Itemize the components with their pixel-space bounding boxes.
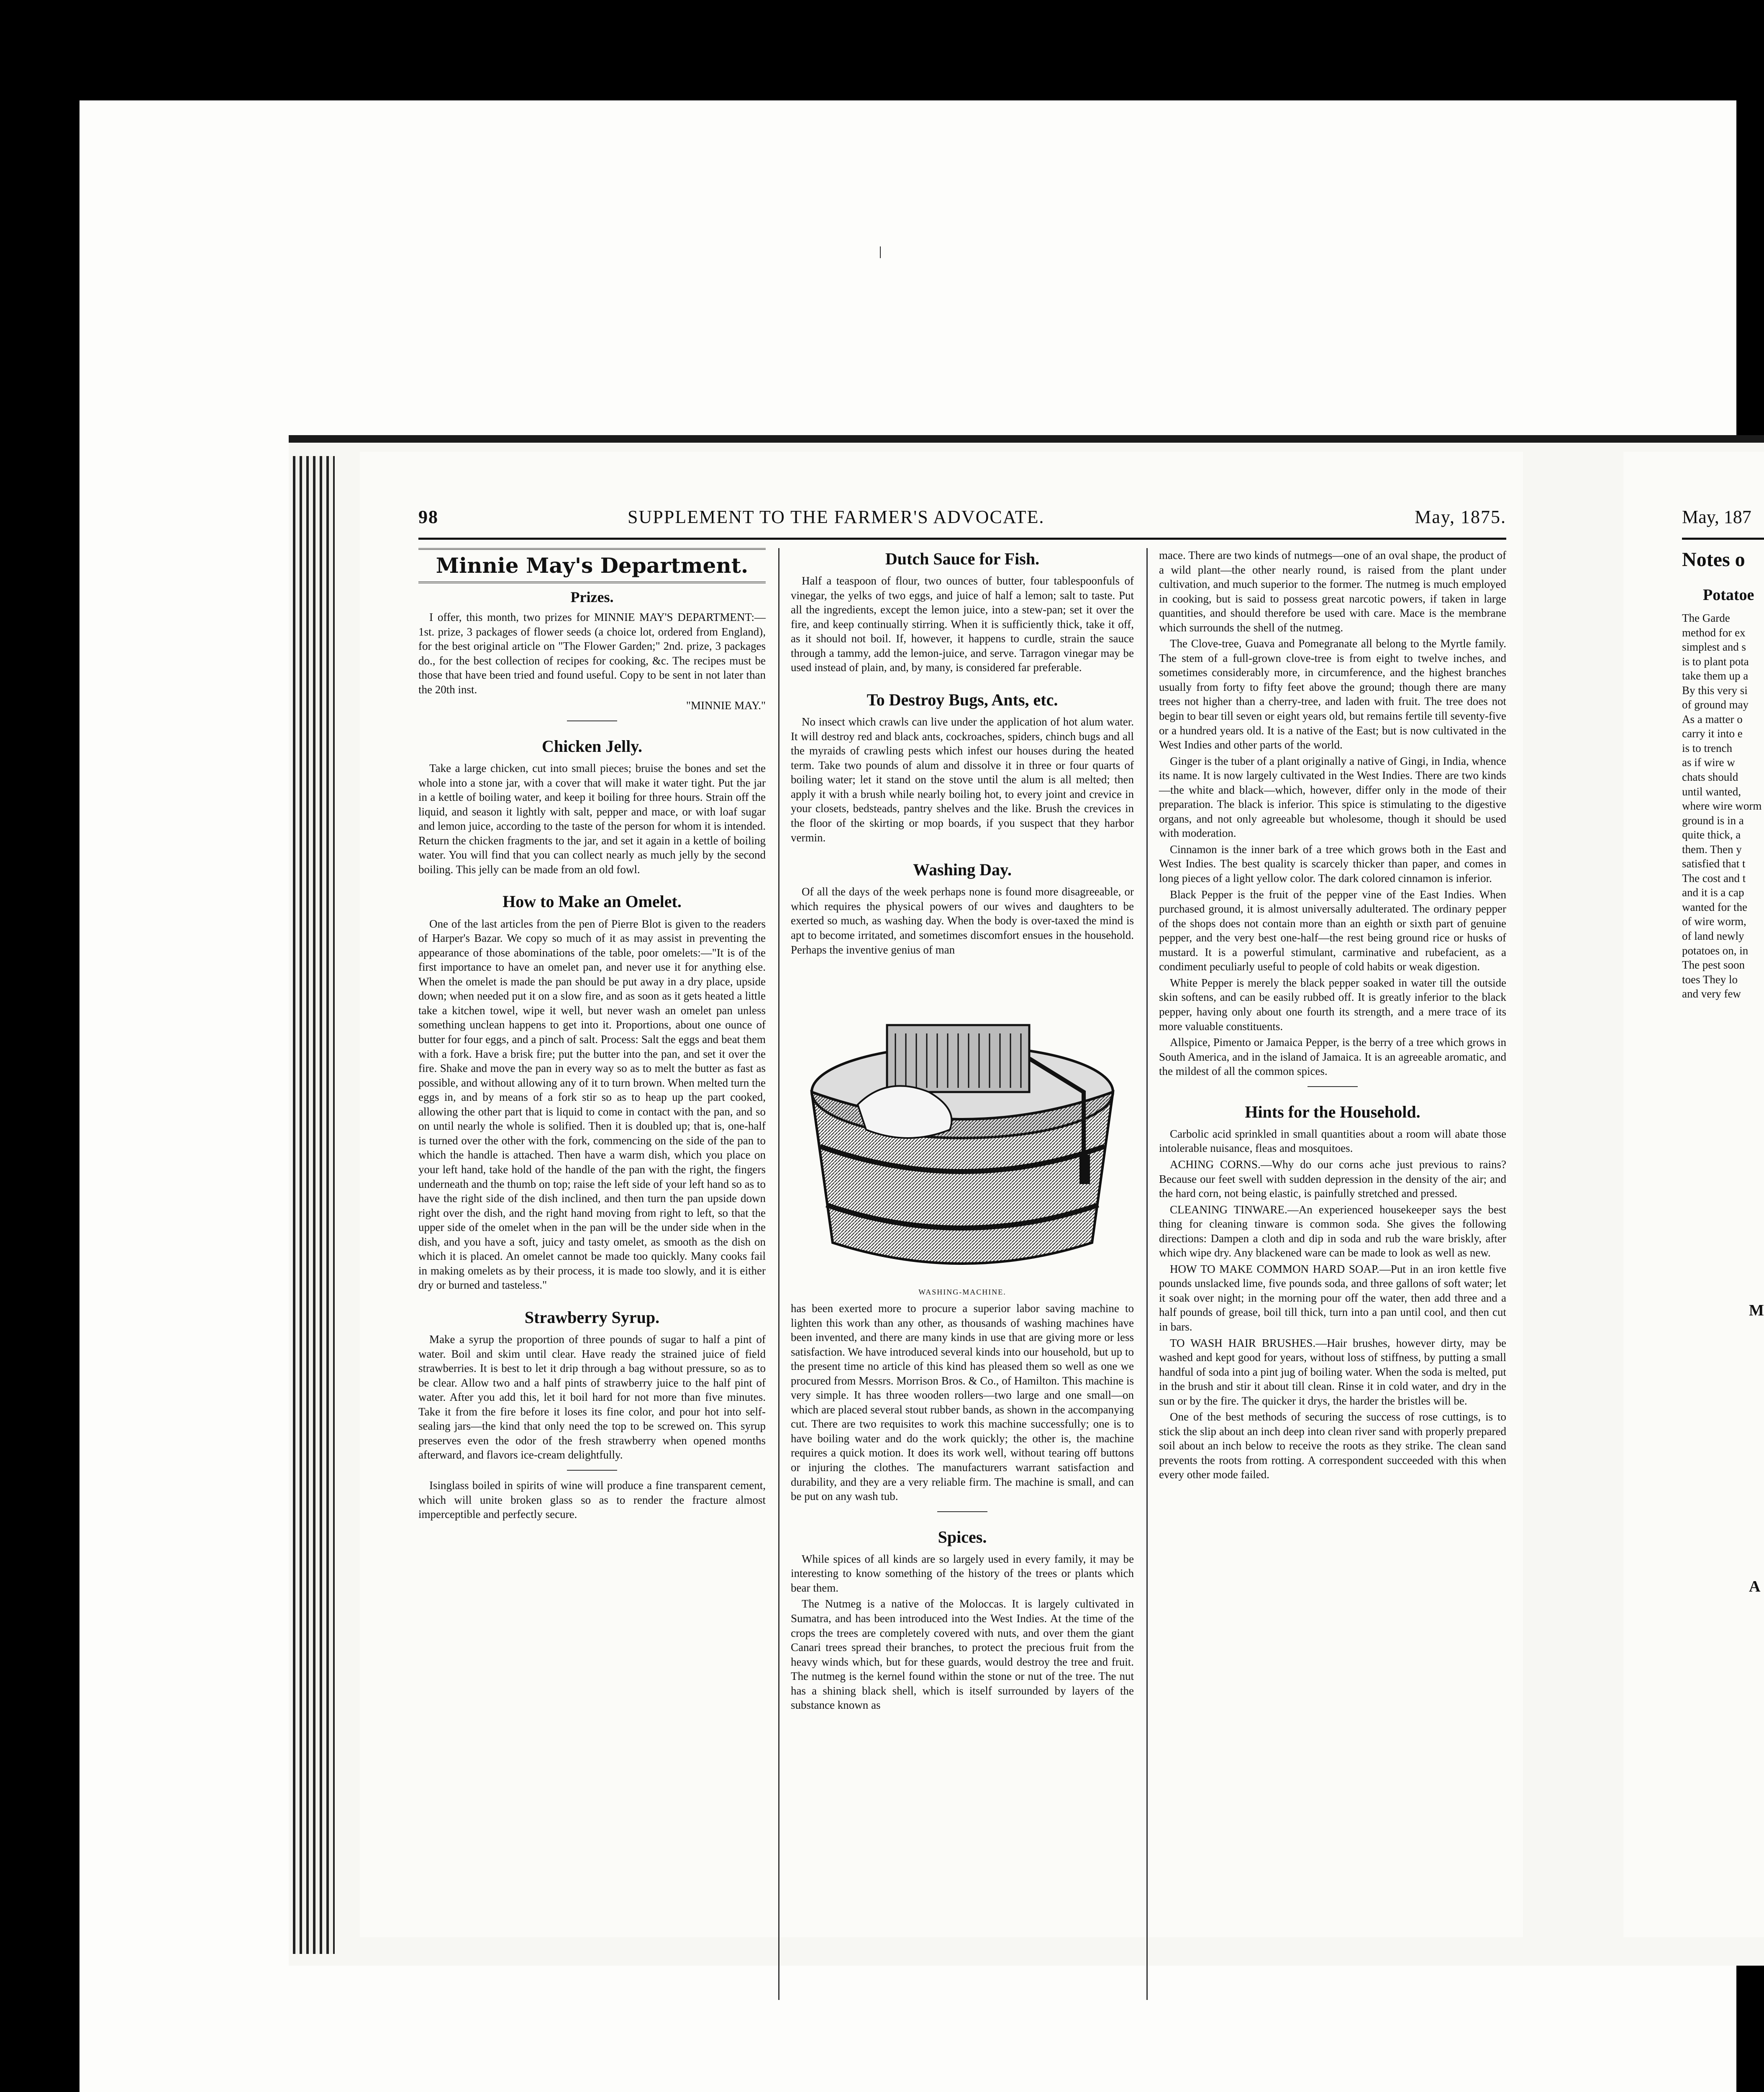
spices-text: While spices of all kinds are so largely used in every family, it may be interesting to know something of the history of the trees or plants which bear them. — [791, 1552, 1134, 1594]
hair-brushes-text: —Hair brushes, however dirty, may be washed and kept good for years, without loss of stiffness, by putting a small handful of soda into a pint jug of boiling water. When the soda is melted, put in the brush and stir it about till clean. Rinse it in cold water, and dry in the sun or by the fire. The quicker it drys, the harder the bristles will be. — [1159, 1336, 1506, 1407]
bugs-heading: To Destroy Bugs, Ants, etc. — [867, 690, 1058, 710]
header-rule — [418, 538, 1506, 540]
facing-line: carry it into e — [1682, 727, 1743, 740]
facing-heading-2: M — [1749, 1302, 1764, 1319]
bugs-text: No insect which crawls can live under the application of hot alum water. It will destroy red and black ants, cockroaches, spiders, chinch bugs and all the myraids of crawling pests which infest our houses during the heated term. Take two pounds of alum and dissolve it in three or four quarts of boiling water; let it stand on the stove until the alum is all melted; then apply it with a brush while nearly boiling hot, to every joint and crevice in your closets, bedsteads, pantry shelves and the like. Brush the crevices in the floor of the skirting or mop boards, if you suspect that they harbor vermin. — [791, 715, 1134, 844]
hair-brushes-label: TO WASH HAIR BRUSHES. — [1170, 1336, 1316, 1349]
white-pepper-text: White Pepper is merely the black pepper soaked in water till the outside skin softens, and can be easily rubbed off. It is greatly inferior to the black pepper, having only about one fourth its strength, and a mere trace of its more valuable constituents. — [1159, 976, 1506, 1033]
facing-line: method for ex — [1682, 626, 1746, 639]
facing-header-rule — [1682, 538, 1764, 540]
cleaning-tinware-label: CLEANING TINWARE. — [1170, 1203, 1287, 1216]
newspaper-page — [360, 452, 1523, 1937]
aching-corns-text: —Why do our corns ache just previous to rains? Because our feet swell with sudden depression in the density of the air; and the hard corn, not being elastic, is painfully stretched and pressed. — [1159, 1158, 1506, 1200]
allspice-text: Allspice, Pimento or Jamaica Pepper, is the berry of a tree which grows in South America, and in the island of Jamaica. It is an agreeable aromatic, and the mildest of all the common spices. — [1159, 1036, 1506, 1078]
nutmeg-text: The Nutmeg is a native of the Moloccas. It is largely cultivated in Sumatra, and has been introduced into the West Indies. At the time of the crops the trees are completely covered with nuts, and over them the giant Canari trees spread their branches, to protect the precious fruit from the heavy winds which, but for these guards, would destroy the tree and fruit. The nutmeg is the kernel found within the stone or nut of the tree. The nut has a shining black shell, which is itself surrounded by layers of the substance known as — [791, 1597, 1134, 1712]
facing-line: as if wire w — [1682, 756, 1735, 769]
facing-heading-3: A — [1749, 1578, 1761, 1595]
cinnamon-text: Cinnamon is the inner bark of a tree which grows both in the East and West Indies. The best quality is scarcely thicker than paper, and comes in long pieces of a light yellow color. The dark colored cinnamon is inferior. — [1159, 843, 1506, 885]
column-2-top — [791, 548, 1134, 959]
facing-line: of wire worm, — [1682, 915, 1746, 928]
aching-corns-item — [1159, 1157, 1506, 1201]
facing-line: satisfied that t — [1682, 857, 1746, 870]
page-header — [418, 506, 1523, 536]
prizes-text: I offer, this month, two prizes for MINNIE MAY'S DEPARTMENT:—1st. prize, 3 packages of flower seeds (a choice lot, ordered from England), for the best original article on "The Flower Garden;" 2nd. prize, 3 packages do., for the best collection of recipes for cooking, &c. The recipes must be those that have been tried and found useful. Copy to be sent in not later than the 20th inst. — [418, 611, 766, 696]
dutch-sauce-heading: Dutch Sauce for Fish. — [885, 549, 1040, 568]
separator — [1308, 1086, 1358, 1087]
strawberry-syrup-heading: Strawberry Syrup. — [524, 1308, 660, 1327]
column-1 — [418, 548, 766, 1523]
prizes-signature: "MINNIE MAY." — [686, 699, 766, 712]
separator — [567, 1470, 617, 1471]
facing-line: chats should — [1682, 771, 1738, 784]
facing-line: toes They lo — [1682, 973, 1738, 986]
facing-line: ground is in a — [1682, 814, 1744, 827]
book-binding — [293, 456, 335, 1954]
column-rule — [1146, 548, 1148, 2000]
facing-line: As a matter o — [1682, 713, 1743, 726]
facing-line: is to trench — [1682, 741, 1732, 754]
hints-intro: Carbolic acid sprinkled in small quantities about a room will abate those intolerable nuisance, fleas and mosquitoes. — [1159, 1127, 1506, 1155]
facing-line: until wanted, — [1682, 785, 1741, 798]
washing-machine-text: has been exerted more to procure a superior labor saving machine to lighten this work than any other, as thousands of washing machines have been invented, and there are many kinds in use that are giving more or less satisfaction. We have introduced several kinds into our household, but up to the present time no article of this kind has pleased them so well as one we procured from Messrs. Morrison Bros. & Co., of Hamilton. This machine is very simple. It has three wooden rollers—two large and one small—on which are placed several stout rubber bands, as shown in the accompanying cut. There are two requisites to work this machine successfully; one is to have boiling water and do the work quickly; the other is, the machine requires a quick motion. It does its work well, without tearing off buttons or injuring the clothes. The manufacturers warrant satisfaction and durability, and they are a very reliable firm. The machine is small, and can be put on any wash tub. — [791, 1302, 1134, 1503]
facing-line: By this very si — [1682, 684, 1748, 697]
facing-line: of ground may — [1682, 698, 1749, 711]
facing-line: simplest and s — [1682, 641, 1746, 654]
chicken-jelly-text: Take a large chicken, cut into small pieces; bruise the bones and set the whole into a stone jar, with a cover that will make it water tight. Put the jar in a kettle of boiling water, and keep it boiling for three hours. Strain off the liquid, and season it lightly with salt, pepper and mace, or with loaf sugar and lemon juice, according to the taste of the person for whom it is intended. Return the chicken fragments to the jar, and set it again in a kettle of boiling water. You will find that you can collect nearly as much jelly by the second boiling. This jelly can be made from an old fowl. — [418, 762, 766, 876]
omelet-text: One of the last articles from the pen of Pierre Blot is given to the readers of Harper's Bazar. We copy so much of it as may assist in preventing the appearance of those abominations of the table, poor omelets:—"It is of the first importance to have an omelet pan, and never use it for anything else. When the omelet is made the pan should be put away in a dry place, upside down; when needed put it on a slow fire, and as soon as it gets heated a little take a kitchen towel, wipe it well, but never wash an omelet pan unless something unclean happens to get into it. Proportions, about one ounce of butter for four eggs, and a pinch of salt. Process: Salt the eggs and beat them with a fork. Have a brisk fire; put the butter into the pan, and set it over the fire. Shake and move the pan in every way so as to melt the butter as fast as possible, and without allowing any of it to turn brown. When melted turn the eggs in, and by means of a fork stir so as to heap up the part cooked, allowing the other part that is liquid to come in contact with the pan, and so on until nearly the whole is solified. Then it is doubled up; that is, one-half is turned over the other with the fork, commencing on the side of the pan to which the handle is attached. Then have a warm dish, which you place on your left hand, take hold of the handle of the pan with the right, the fingers underneath and the thumb on top; raise the left side of your left hand so as to have the right side of the dish inclined, and then turn the pan upside down right over the dish, and the right hand moving from right to left, so that the upper side of the omelet when in the pan will be the under side when in the dish, and you have a soft, juicy and tasty omelet, as smooth as the dish on which it is placed. An omelet cannot be made too quickly. Many cooks fail in making omelets as by their process, it is made too slowly, and it is either dry or burned and tasteless." — [418, 917, 766, 1292]
facing-line: The cost and t — [1682, 872, 1746, 884]
illustration-caption: WASHING-MACHINE. — [918, 1288, 1006, 1296]
facing-text-lines — [1682, 611, 1764, 1001]
facing-line: potatoes on, in — [1682, 944, 1749, 957]
column-2-bottom — [791, 1301, 1134, 1714]
facing-line: wanted for the — [1682, 900, 1747, 913]
department-title: Minnie May's Department. — [418, 548, 766, 583]
hair-brushes-item — [1159, 1336, 1506, 1408]
facing-page — [1623, 452, 1764, 1937]
washing-machine-illustration — [791, 1008, 1134, 1284]
issue-date: May, 1875. — [1415, 507, 1506, 527]
page-number: 98 — [418, 507, 438, 527]
facing-line: take them up a — [1682, 669, 1749, 682]
washing-day-heading: Washing Day. — [913, 860, 1012, 879]
facing-page-date: May, 187 — [1682, 507, 1751, 527]
rose-cuttings-text: One of the best methods of securing the success of rose cuttings, is to stick the slip about an inch deep into clean river sand with properly prepared soil about an inch below to receive the roots as they strike. The clean sand prevents the roots from rotting. A correspondent succeeded with this when every other mode failed. — [1159, 1410, 1506, 1481]
hints-heading: Hints for the Household. — [1245, 1102, 1420, 1121]
facing-line: The pest soon — [1682, 959, 1745, 972]
ginger-text: Ginger is the tuber of a plant originally a native of Gingi, in India, whence its name. It is now largely cultivated in the West Indies. There are two kinds—the white and black—which, however, differ only in the mode of their preparation. The black is inferior. This spice is stimulating to the digestive organs, and not only agreeable but wholesome, though it should be used with moderation. — [1159, 754, 1506, 840]
mace-text: mace. There are two kinds of nutmegs—one of an oval shape, the product of a wild plant—the other nearly round, is raised from the plant under cultivation, and much superior to the former. The nutmeg is much employed in cooking, but is said to possess great narcotic powers, if taken in large quantities, and should therefore be used with care. Mace is the membrane which surrounds the shell of the nutmeg. — [1159, 549, 1506, 634]
column-3 — [1159, 548, 1506, 1484]
hard-soap-label: HOW TO MAKE COMMON HARD SOAP. — [1170, 1262, 1379, 1275]
chicken-jelly-heading: Chicken Jelly. — [541, 736, 643, 756]
facing-line: and very few — [1682, 987, 1741, 1000]
column-rule — [778, 548, 779, 2000]
facing-line: where wire worm — [1682, 800, 1762, 813]
hard-soap-item — [1159, 1262, 1506, 1334]
prizes-heading: Prizes. — [570, 589, 614, 605]
omelet-heading: How to Make an Omelet. — [503, 892, 682, 911]
facing-line: The Garde — [1682, 612, 1730, 624]
spices-heading: Spices. — [938, 1527, 987, 1546]
separator — [937, 1511, 987, 1512]
facing-heading: Potatoe — [1703, 586, 1754, 604]
strawberry-syrup-text: Make a syrup the proportion of three pounds of sugar to half a pint of water. Boil and skim until clear. Have ready the strained juice of field strawberries. It is best to let it drip through a bag without pressure, so as to be clear. Allow two and a half pints of strawberry juice to the half pint of water. After you add this, let it boil hard for not more than five minutes. Take it from the fire before it loses its fine color, and pour hot into self-sealing jars—the kind that only need the top to be screwed on. This syrup preserves even the odor of the fresh strawberry when opened months afterward, and flavors ice-cream delightfully. — [418, 1333, 766, 1461]
facing-line: them. Then y — [1682, 843, 1742, 856]
dutch-sauce-text: Half a teaspoon of flour, two ounces of butter, four tablespoonfuls of vinegar, the yelks of two eggs, and juice of half a lemon; salt to taste. Put all the ingredients, except the lemon juice, into a stew-pan; set it over the fire, and keep continually stirring. When it is sufficiently thick, take it off, as it should not boil. If, however, it happens to curdle, strain the sauce through a tammy, add the lemon-juice, and serve. Tarragon vinegar may be used instead of plain, and, by many, is considered far preferable. — [791, 574, 1134, 674]
cleaning-tinware-item — [1159, 1202, 1506, 1260]
washing-day-text: Of all the days of the week perhaps none is found more disagreeable, or which requires the physical powers of our wives and daughters to be exerted so much, as washing day. When the body is over-taxed the mind is apt to become irritated, and sometimes discomfort ensues in the household. Perhaps the inventive genius of man — [791, 885, 1134, 956]
cleaning-tinware-text: —An experienced housekeeper says the best thing for cleaning tinware is common soda. She gives the following directions: Dampen a cloth and dip in soda and rub the ware briskly, after which wipe dry. Any blackened ware can be made to look as well as new. — [1159, 1203, 1507, 1259]
aching-corns-label: ACHING CORNS. — [1170, 1158, 1261, 1171]
facing-line: is to plant pota — [1682, 655, 1749, 668]
isinglass-text: Isinglass boiled in spirits of wine will produce a fine transparent cement, which will unite broken glass so as to render the fracture almost imperceptible and perfectly secure. — [418, 1479, 766, 1521]
clove-text: The Clove-tree, Guava and Pomegranate all belong to the Myrtle family. The stem of a full-grown clove-tree is from eight to twelve inches, and sometimes considerably more, in circumference, and the highest branches usually from forty to fifty feet above the ground; though there are many trees not higher than a cherry-tree, and laden with fruit. The tree does not begin to bear till seven or eight years old, but remains fertile till seventy-five or a hundred years old. It is a native of the East; but is now cultivated in the West Indies and other parts of the world. — [1159, 637, 1506, 751]
separator — [567, 720, 617, 721]
publication-title: SUPPLEMENT TO THE FARMER'S ADVOCATE. — [628, 507, 1045, 527]
facing-line: and it is a cap — [1682, 886, 1744, 899]
hard-soap-text: —Put in an iron kettle five pounds unslacked lime, five pounds soda, and three gallons of soft water; let it soak over night; in the morning pour off the water, then add three and a half pounds of grease, boil till thick, turn into a pan until cool, and then cut in bars. — [1159, 1262, 1506, 1333]
facing-dept-title: Notes o — [1682, 549, 1745, 571]
black-pepper-text: Black Pepper is the fruit of the pepper vine of the East Indies. When purchased ground, it is almost universally adulterated. The ordinary pepper of the shops does not contain more than an eighth or sixth part of genuine pepper, and the very best one-half—the rest being ground rice or husks of mustard. It is a powerful stimulant, carminative and rubefacient, as a condiment peculiarly useful to people of cold habits or weak digestion. — [1159, 888, 1506, 973]
facing-line: quite thick, a — [1682, 828, 1741, 841]
ink-speck: ǀ — [879, 243, 882, 262]
facing-line: of land newly — [1682, 930, 1744, 943]
